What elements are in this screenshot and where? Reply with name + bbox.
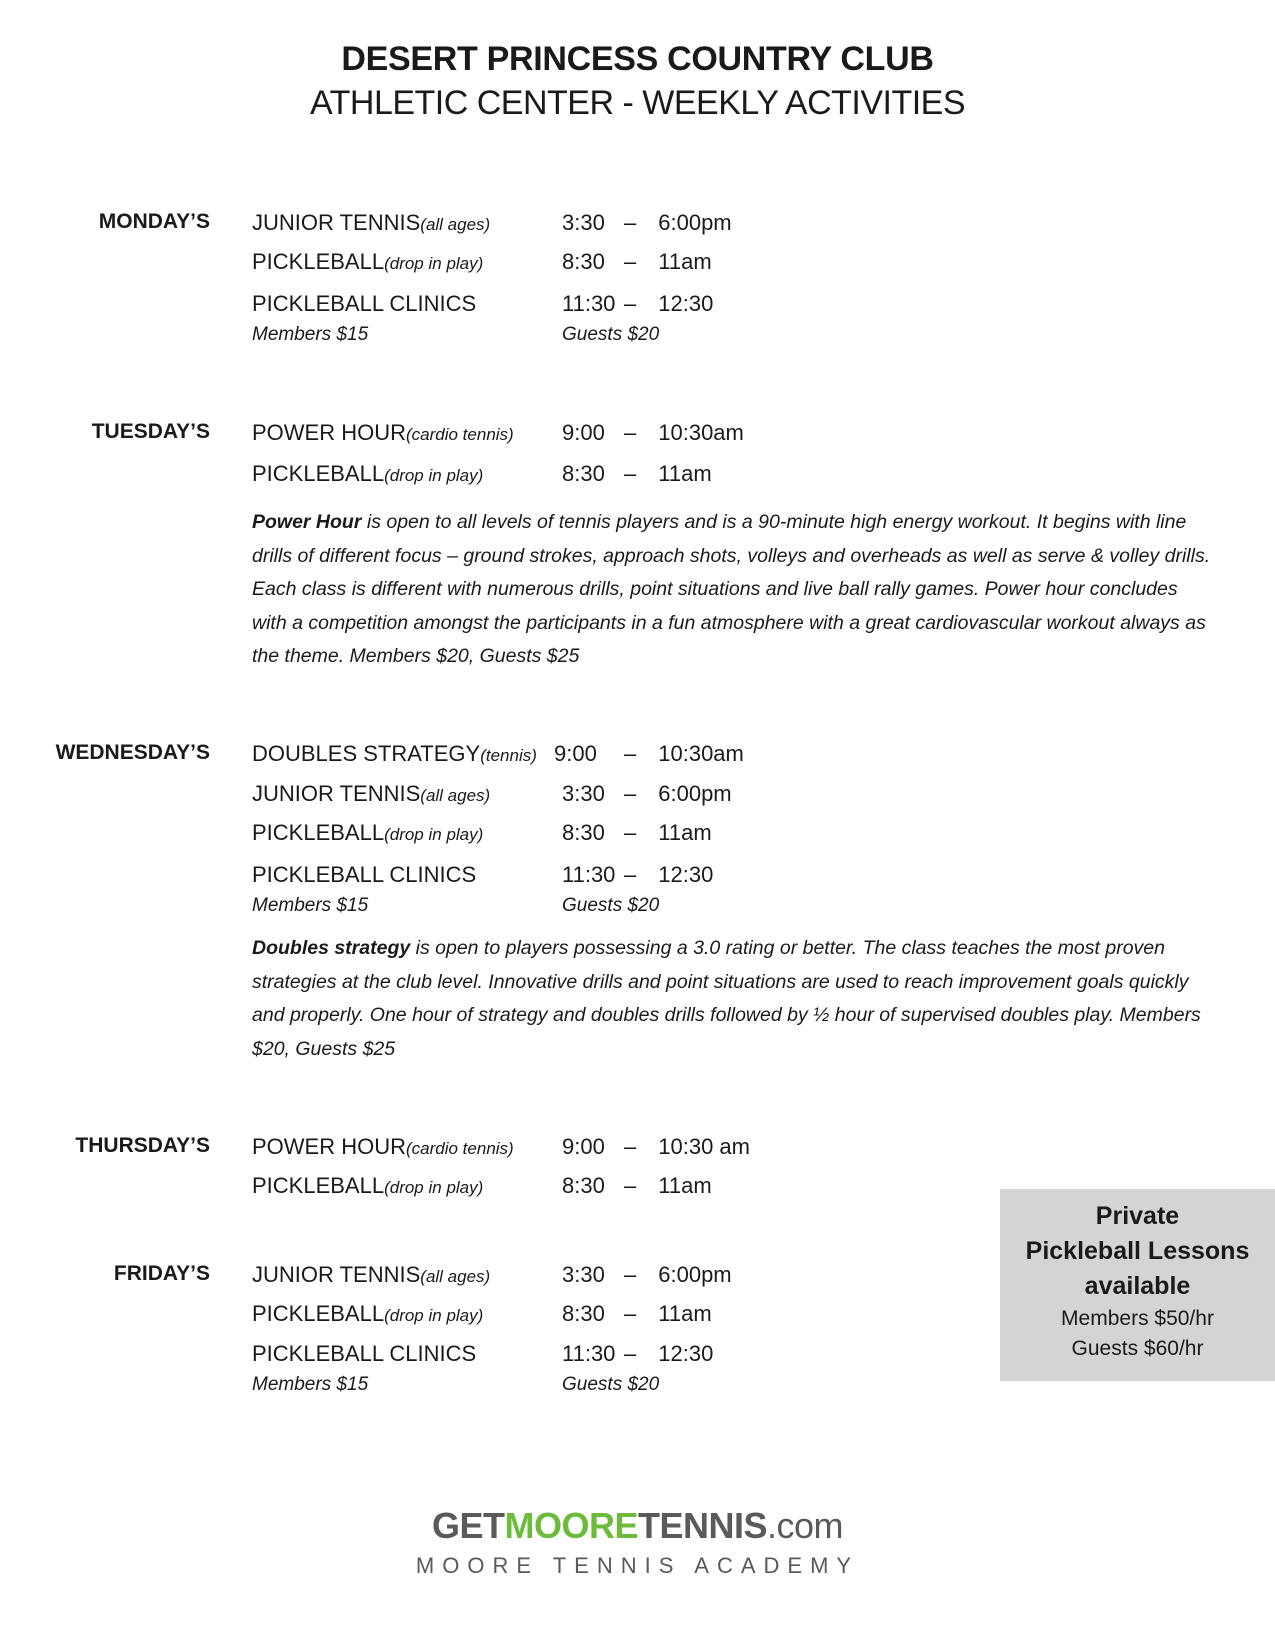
time-range: 8:30 – 11am	[562, 461, 712, 486]
time-range: 3:30 – 6:00pm	[562, 1262, 732, 1287]
getmooretennis-logo: GETMOORETENNIS.com	[431, 1505, 844, 1546]
day-label-wednesday: WEDNESDAY’S	[55, 741, 210, 764]
time-range: 8:30 – 11am	[562, 820, 712, 845]
time-range: 11:30 – 12:30	[562, 862, 714, 887]
members-price: Members $15	[252, 324, 369, 345]
time-range: 9:00 – 10:30am	[554, 741, 744, 766]
activity-pickleball-clinics: PICKLEBALL CLINICS	[252, 862, 477, 887]
time-range: 8:30 – 11am	[562, 1173, 712, 1198]
time-range: 3:30 – 6:00pm	[562, 210, 732, 235]
day-label-friday: FRIDAY’S	[113, 1262, 210, 1285]
activity-pickleball-clinics: PICKLEBALL CLINICS	[252, 1341, 477, 1366]
time-range: 8:30 – 11am	[562, 249, 712, 274]
promo-guests-price: Guests $60/hr	[1071, 1337, 1204, 1360]
activity-pickleball-clinics: PICKLEBALL CLINICS	[252, 291, 477, 316]
activity-pickleball: PICKLEBALL(drop in play)	[252, 249, 484, 274]
activity-pickleball: PICKLEBALL(drop in play)	[252, 820, 484, 845]
time-range: 9:00 – 10:30am	[562, 420, 744, 445]
activity-junior-tennis: JUNIOR TENNIS(all ages)	[252, 210, 491, 235]
page-subtitle: ATHLETIC CENTER - WEEKLY ACTIVITIES	[309, 84, 966, 122]
members-price: Members $15	[252, 895, 369, 916]
activity-power-hour: POWER HOUR(cardio tennis)	[252, 1134, 514, 1159]
time-range: 8:30 – 11am	[562, 1301, 712, 1326]
activity-pickleball: PICKLEBALL(drop in play)	[252, 1173, 484, 1198]
time-range: 9:00 – 10:30 am	[562, 1134, 750, 1159]
members-price: Members $15	[252, 1374, 369, 1395]
activity-junior-tennis: JUNIOR TENNIS(all ages)	[252, 1262, 491, 1287]
time-range: 11:30 – 12:30	[562, 291, 714, 316]
promo-line-1: Private	[1095, 1202, 1180, 1230]
activity-power-hour: POWER HOUR(cardio tennis)	[252, 420, 514, 445]
doubles-strategy-description: Doubles strategy is open to players possessing a 3.0 rating or better. The class teaches the most proven strategies at the club level. Innovative drills and point situations are used to reach improvement goals quickly and properly. One hour of strategy and doubles drills followed by ½ hour of supervised doubles play. Members $20, Guests $25	[252, 937, 1201, 1060]
page-title: DESERT PRINCESS COUNTRY CLUB	[341, 40, 934, 78]
academy-tagline: MOORE TENNIS ACADEMY	[415, 1553, 860, 1578]
day-label-tuesday: TUESDAY’S	[91, 420, 210, 443]
private-lessons-box	[1000, 1189, 1275, 1381]
time-range: 3:30 – 6:00pm	[562, 781, 732, 806]
activity-pickleball: PICKLEBALL(drop in play)	[252, 461, 484, 486]
promo-line-2: Pickleball Lessons	[1025, 1237, 1250, 1265]
activity-pickleball: PICKLEBALL(drop in play)	[252, 1301, 484, 1326]
promo-line-3: available	[1084, 1272, 1191, 1300]
day-label-thursday: THURSDAY’S	[75, 1134, 210, 1157]
guests-price: Guests $20	[562, 1374, 660, 1395]
promo-members-price: Members $50/hr	[1061, 1307, 1214, 1330]
activity-junior-tennis: JUNIOR TENNIS(all ages)	[252, 781, 491, 806]
time-range: 11:30 – 12:30	[562, 1341, 714, 1366]
activity-doubles-strategy: DOUBLES STRATEGY(tennis)	[252, 741, 537, 766]
guests-price: Guests $20	[562, 324, 660, 345]
guests-price: Guests $20	[562, 895, 660, 916]
day-label-monday: MONDAY’S	[98, 210, 210, 233]
power-hour-description: Power Hour is open to all levels of tennis players and is a 90-minute high energy workout. It begins with line drills of different focus – ground strokes, approach shots, volleys and overheads as well as serve & volley drills. Each class is different with numerous drills, point situations and live ball rally games. Power hour concludes with a competition amongst the participants in a fun atmosphere with a great cardiovascular workout always as the theme. Members $20, Guests $25	[252, 511, 1211, 667]
